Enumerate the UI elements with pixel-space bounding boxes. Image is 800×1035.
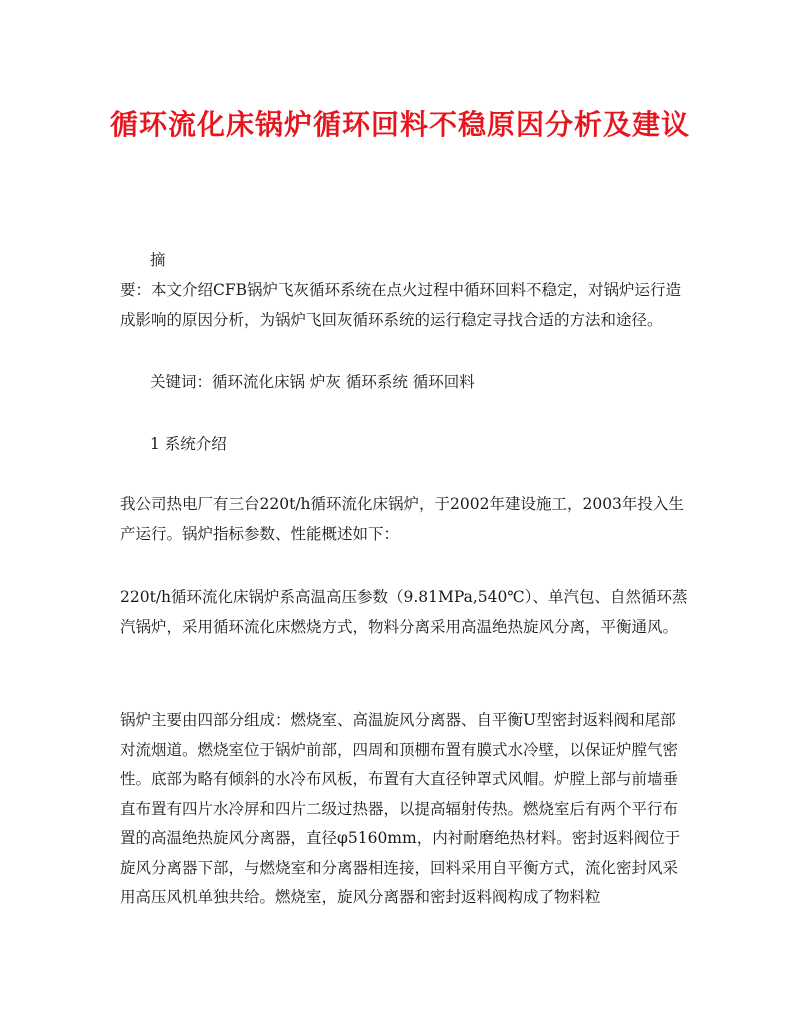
paragraph-plant-overview: 我公司热电厂有三台220t/h循环流化床锅炉，于2002年建设施工，2003年投入生产运行。锅炉指标参数、性能概述如下： (120, 495, 684, 543)
abstract-body: 要：本文介绍CFB锅炉飞灰循环系统在点火过程中循环回料不稳定，对锅炉运行造成影响的原因分析，为锅炉飞回灰循环系统的运行稳定寻找合适的方法和途径。 (120, 281, 682, 329)
paragraph-boiler-structure: 锅炉主要由四部分组成：燃烧室、高温旋风分离器、自平衡U型密封返料阀和尾部对流烟道。燃烧室位于锅炉前部，四周和顶棚布置有膜式水冷壁，以保证炉膛气密性。底部为略有倾斜的水冷布风板，布置有大直径钟罩式风帽。炉膛上部与前墙垂直布置有四片水冷屏和四片二级过热器，以提高辐射传热。燃烧室后有两个平行布置的高温绝热旋风分离器，直径φ5160mm，内衬耐磨绝热材料。密封返料阀位于旋风分离器下部，与燃烧室和分离器相连接，回料采用自平衡方式，流化密封风采用高压风机单独共给。燃烧室，旋风分离器和密封返料阀构成了物料粒 (120, 711, 681, 906)
document-title: 循环流化床锅炉循环回料不稳原因分析及建议 (110, 108, 691, 141)
section-heading-system-intro: 1 系统介绍 (150, 435, 227, 453)
paragraph-boiler-parameters: 220t/h循环流化床锅炉系高温高压参数（9.81MPa,540℃）、单汽包、自然循环蒸汽锅炉，采用循环流化床燃烧方式，物料分离采用高温绝热旋风分离，平衡通风。 (120, 588, 688, 636)
abstract-label: 摘 (150, 251, 166, 269)
keywords-line: 关键词：循环流化床锅 炉灰 循环系统 循环回料 (150, 373, 475, 391)
